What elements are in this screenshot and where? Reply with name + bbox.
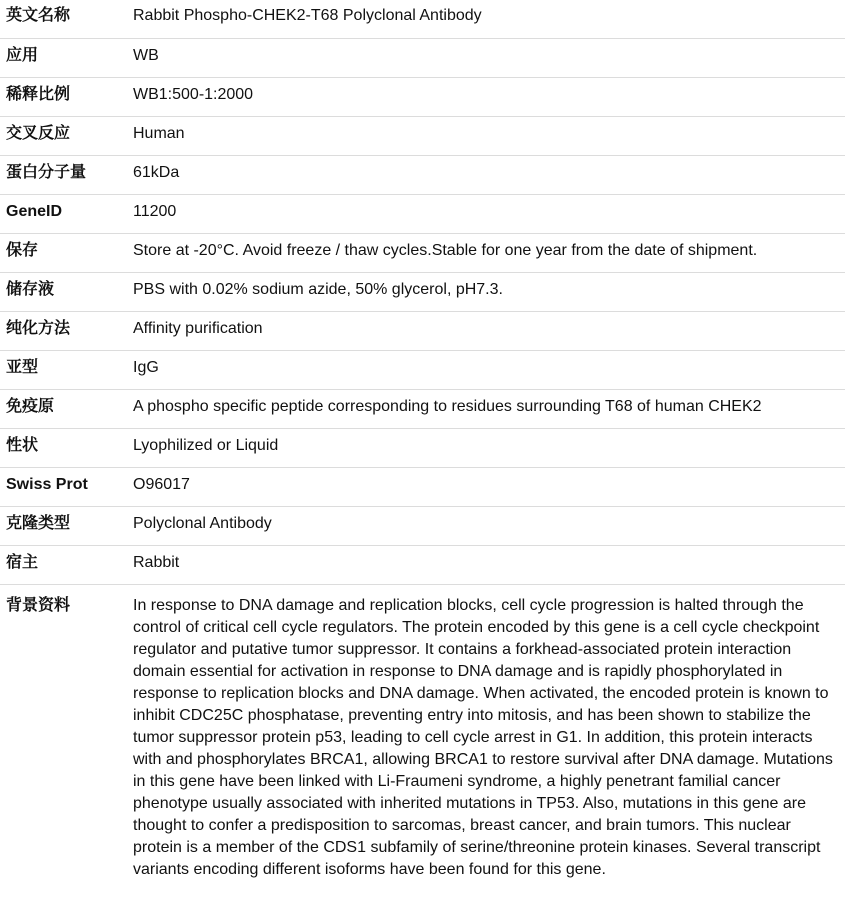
row-label: 保存 (0, 233, 133, 272)
row-value: Rabbit (133, 545, 845, 584)
row-label: 性状 (0, 428, 133, 467)
row-label: 应用 (0, 38, 133, 77)
spec-row-isotype (0, 350, 845, 389)
row-label: 亚型 (0, 350, 133, 389)
row-value: Polyclonal Antibody (133, 506, 845, 545)
spec-row-swiss-prot (0, 467, 845, 506)
row-value: WB (133, 38, 845, 77)
spec-row-host (0, 545, 845, 584)
spec-row-clonality (0, 506, 845, 545)
row-value: Lyophilized or Liquid (133, 428, 845, 467)
row-label: 储存液 (0, 272, 133, 311)
row-label: 宿主 (0, 545, 133, 584)
row-value: Rabbit Phospho-CHEK2-T68 Polyclonal Antibody (133, 0, 845, 38)
row-value: 61kDa (133, 155, 845, 194)
spec-row-form (0, 428, 845, 467)
spec-row-buffer (0, 272, 845, 311)
row-label: 免疫原 (0, 389, 133, 428)
spec-row-english-name (0, 0, 845, 38)
row-value: 11200 (133, 194, 845, 233)
spec-row-dilution (0, 77, 845, 116)
row-value: WB1:500-1:2000 (133, 77, 845, 116)
spec-row-molecular-weight (0, 155, 845, 194)
row-label: GeneID (0, 194, 133, 233)
row-value: Human (133, 116, 845, 155)
spec-row-background (0, 584, 845, 881)
background-description: In response to DNA damage and replication blocks, cell cycle progression is halted through the control of critical cell cycle regulators. The protein encoded by this gene is a cell cycle checkpoint regulator and putative tumor suppressor. It contains a forkhead-associated protein interaction domain essential for activation in response to DNA damage and is rapidly phosphorylated in response to replication blocks and DNA damage. When activated, the encoded protein is known to inhibit CDC25C phosphatase, preventing entry into mitosis, and has been shown to stabilize the tumor suppressor protein p53, leading to cell cycle arrest in G1. In addition, this protein interacts with and phosphorylates BRCA1, allowing BRCA1 to restore survival after DNA damage. Mutations in this gene have been linked with Li-Fraumeni syndrome, a highly penetrant familial cancer phenotype usually associated with inherited mutations in TP53. Also, mutations in this gene are thought to confer a predisposition to sarcomas, breast cancer, and brain tumors. This nuclear protein is a member of the CDS1 subfamily of serine/threonine protein kinases. Several transcript variants encoding different isoforms have been found for this gene. (133, 596, 833, 878)
row-label: 交叉反应 (0, 116, 133, 155)
spec-row-application (0, 38, 845, 77)
row-label: 稀释比例 (0, 77, 133, 116)
row-label: 克隆类型 (0, 506, 133, 545)
row-label: 蛋白分子量 (0, 155, 133, 194)
row-value: IgG (133, 350, 845, 389)
spec-row-purification (0, 311, 845, 350)
row-label: Swiss Prot (0, 467, 133, 506)
row-label: 背景资料 (6, 596, 71, 614)
spec-row-immunogen (0, 389, 845, 428)
row-value: Affinity purification (133, 311, 845, 350)
spec-row-gene-id (0, 194, 845, 233)
row-value: Store at -20°C. Avoid freeze / thaw cycles.Stable for one year from the date of shipment. (133, 233, 845, 272)
row-label: 纯化方法 (0, 311, 133, 350)
row-value: A phospho specific peptide corresponding to residues surrounding T68 of human CHEK2 (133, 389, 845, 428)
row-label: 英文名称 (0, 0, 133, 38)
row-value: O96017 (133, 467, 845, 506)
row-value: PBS with 0.02% sodium azide, 50% glycerol, pH7.3. (133, 272, 845, 311)
spec-row-storage (0, 233, 845, 272)
spec-row-reactivity (0, 116, 845, 155)
